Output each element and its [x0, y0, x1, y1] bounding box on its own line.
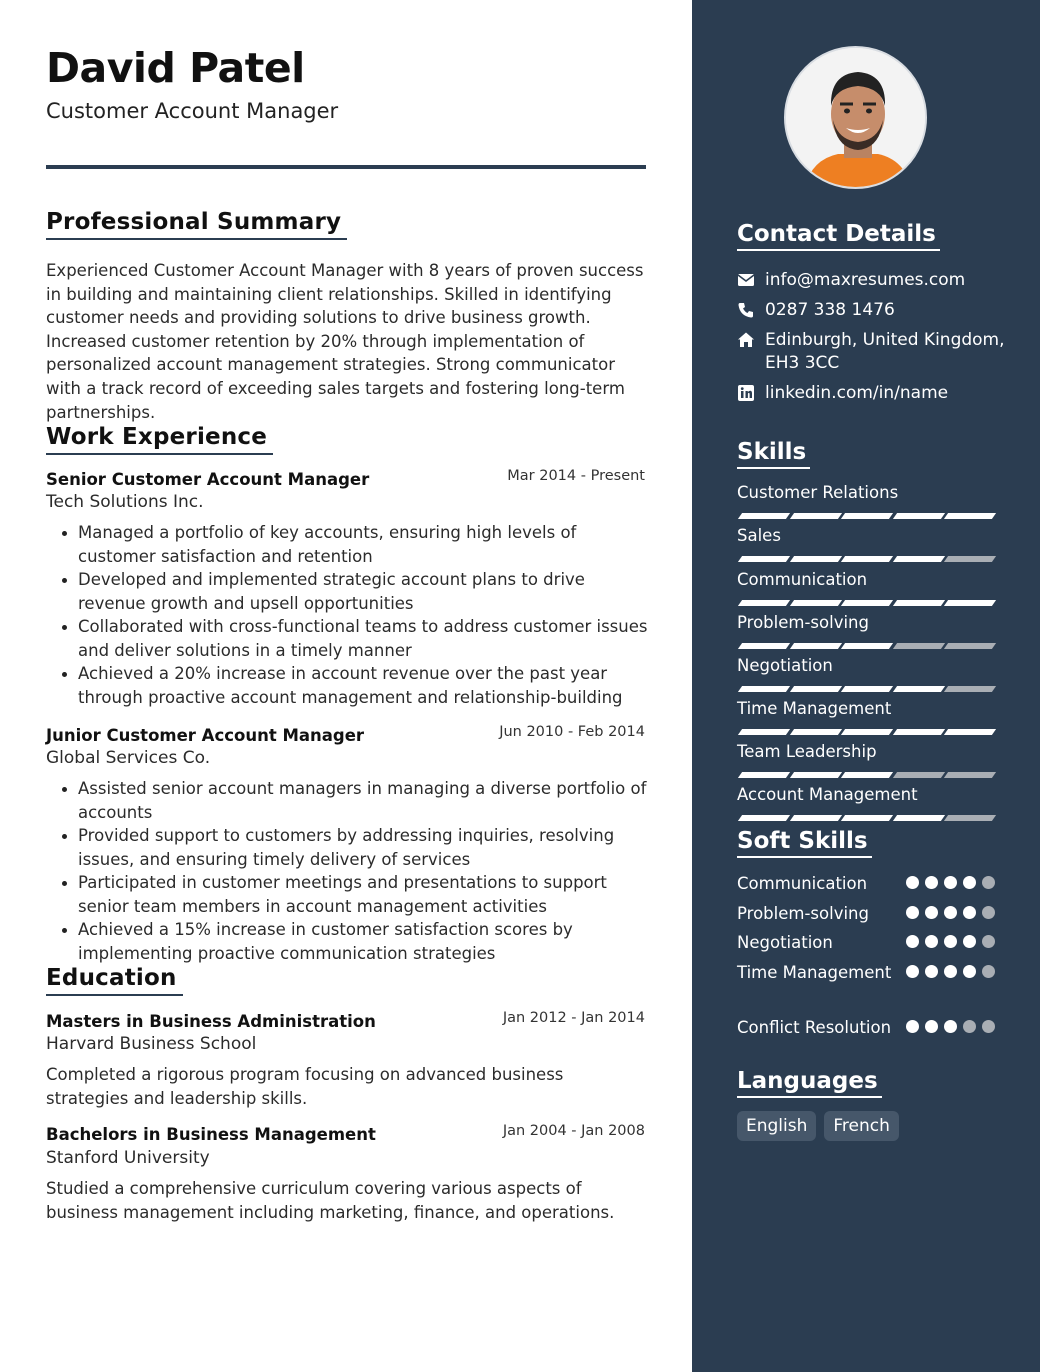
skill-level-bar: [737, 686, 993, 693]
skill-level-bar: [737, 729, 993, 736]
rating-dot: [925, 1020, 938, 1033]
rating-dot: [982, 935, 995, 948]
rating-dot: [906, 965, 919, 978]
rating-dot: [944, 876, 957, 889]
languages-list: [737, 1111, 899, 1141]
header-divider: [46, 165, 646, 169]
job-date: Mar 2014 - Present: [507, 468, 645, 484]
skill-label: Problem-solving: [737, 613, 869, 632]
skill-label: Customer Relations: [737, 483, 899, 502]
rating-dot: [906, 906, 919, 919]
rating-dot: [963, 876, 976, 889]
skill-level-segment: [841, 686, 893, 692]
soft-skill-rating: [906, 965, 986, 979]
soft-skills-title: Soft Skills: [737, 828, 872, 858]
degree-date: Jan 2012 - Jan 2014: [502, 1010, 645, 1026]
contact-linkedin[interactable]: [737, 382, 1007, 405]
contact-linkedin-text: linkedin.com/in/name: [765, 383, 949, 403]
skill-level-bar: [737, 600, 993, 607]
skill-level-segment: [738, 729, 790, 735]
experience-title: Work Experience: [46, 424, 273, 455]
degree-title: Bachelors in Business Management: [46, 1125, 376, 1144]
skill-level-segment: [892, 729, 944, 735]
job-bullets: [60, 777, 650, 965]
list-item: Assisted senior account managers in managing a diverse portfolio of accounts: [60, 777, 650, 824]
summary-title: Professional Summary: [46, 209, 347, 240]
skill-level-segment: [841, 815, 893, 821]
skill-level-segment: [789, 772, 841, 778]
degree-date: Jan 2004 - Jan 2008: [502, 1123, 645, 1139]
soft-skill-rating: [906, 876, 986, 890]
list-item: Collaborated with cross-functional teams to address customer issues and deliver solutions in a timely manner: [60, 615, 650, 662]
skill-level-segment: [841, 729, 893, 735]
contact-phone[interactable]: [737, 299, 1007, 322]
contact-email[interactable]: [737, 269, 1007, 292]
skill-level-segment: [944, 686, 996, 692]
skill-level-segment: [738, 815, 790, 821]
list-item: Provided support to customers by addressing inquiries, resolving issues, and ensuring timely delivery of services: [60, 824, 650, 871]
candidate-name: David Patel: [46, 44, 305, 92]
skill-level-bar: [737, 815, 993, 822]
skill-level-segment: [944, 600, 996, 606]
education-title: Education: [46, 965, 183, 996]
skill-label: Communication: [737, 570, 868, 589]
job-company: Tech Solutions Inc.: [46, 492, 204, 512]
skill-level-segment: [841, 772, 893, 778]
skill-level-segment: [892, 686, 944, 692]
skill-level-segment: [738, 772, 790, 778]
phone-icon: [737, 301, 755, 319]
skill-label: Account Management: [737, 785, 918, 804]
mail-icon: [737, 271, 755, 289]
sidebar: [692, 0, 1040, 1372]
skill-level-segment: [789, 513, 841, 519]
soft-skill-label: Time Management: [737, 963, 892, 982]
summary-text: Experienced Customer Account Manager with 8 years of proven success in building and maintaining client relationships. Skilled in identifying customer needs and providing solutions to drive business growth. Increased customer retention by 20% through implementation of personalized account management strategies. Strong communicator with a track record of exceeding sales targets and fostering long-term partnerships.: [46, 261, 644, 422]
job-company: Global Services Co.: [46, 748, 211, 768]
rating-dot: [982, 906, 995, 919]
skill-level-segment: [892, 556, 944, 562]
skill-level-segment: [738, 556, 790, 562]
contact-address-text: Edinburgh, United Kingdom, EH3 3CC: [765, 330, 1005, 373]
job-title: Junior Customer Account Manager: [46, 726, 365, 745]
skill-level-segment: [892, 600, 944, 606]
skill-level-segment: [944, 815, 996, 821]
contact-email-text: info@maxresumes.com: [765, 270, 966, 290]
skill-level-segment: [789, 643, 841, 649]
skill-level-segment: [738, 600, 790, 606]
list-item: Managed a portfolio of key accounts, ensuring high levels of customer satisfaction and retention: [60, 521, 650, 568]
degree-description: Studied a comprehensive curriculum covering various aspects of business management including marketing, finance, and operations.: [46, 1179, 615, 1222]
job-date: Jun 2010 - Feb 2014: [499, 724, 645, 740]
avatar: [786, 48, 927, 189]
degree-date-row: [46, 1123, 645, 1143]
skill-level-bar: [737, 772, 993, 779]
skill-level-bar: [737, 513, 993, 520]
rating-dot: [963, 965, 976, 978]
language-badge: French: [824, 1111, 899, 1141]
contact-title: Contact Details: [737, 221, 940, 251]
skill-level-segment: [841, 513, 893, 519]
rating-dot: [982, 876, 995, 889]
degree-description: Completed a rigorous program focusing on advanced business strategies and leadership skills.: [46, 1065, 564, 1108]
rating-dot: [925, 935, 938, 948]
skill-level-segment: [738, 643, 790, 649]
skills-title: Skills: [737, 439, 810, 469]
contact-address: [737, 329, 1007, 375]
rating-dot: [982, 965, 995, 978]
school-name: Harvard Business School: [46, 1034, 257, 1054]
rating-dot: [944, 1020, 957, 1033]
skill-level-bar: [737, 556, 993, 563]
skill-level-segment: [738, 513, 790, 519]
skill-level-segment: [789, 686, 841, 692]
skill-level-segment: [789, 600, 841, 606]
skill-level-segment: [892, 643, 944, 649]
soft-skill-rating: [906, 906, 986, 920]
list-item: Developed and implemented strategic account plans to drive revenue growth and upsell opportunities: [60, 568, 650, 615]
rating-dot: [925, 876, 938, 889]
skill-level-segment: [944, 643, 996, 649]
rating-dot: [906, 1020, 919, 1033]
language-badge: English: [737, 1111, 816, 1141]
skill-level-segment: [892, 772, 944, 778]
list-item: Participated in customer meetings and presentations to support senior team members in account management activities: [60, 871, 650, 918]
job-date-row: [46, 724, 645, 744]
skill-level-segment: [944, 772, 996, 778]
candidate-role: Customer Account Manager: [46, 99, 339, 123]
job-bullets: [60, 521, 650, 709]
job-date-row: [46, 468, 645, 488]
soft-skill-rating: [906, 935, 986, 949]
list-item: Achieved a 20% increase in account revenue over the past year through proactive account management and relationship-building: [60, 662, 650, 709]
skill-level-segment: [789, 815, 841, 821]
skill-level-segment: [892, 513, 944, 519]
contact-phone-text: 0287 338 1476: [765, 300, 895, 320]
skill-label: Sales: [737, 526, 781, 545]
home-icon: [737, 331, 755, 349]
job-title: Senior Customer Account Manager: [46, 470, 370, 489]
rating-dot: [944, 935, 957, 948]
rating-dot: [925, 965, 938, 978]
degree-title: Masters in Business Administration: [46, 1012, 376, 1031]
soft-skill-label: Negotiation: [737, 933, 833, 952]
rating-dot: [906, 935, 919, 948]
profile-photo: [784, 46, 927, 189]
skill-level-segment: [789, 729, 841, 735]
skill-level-segment: [944, 556, 996, 562]
rating-dot: [963, 906, 976, 919]
rating-dot: [963, 1020, 976, 1033]
rating-dot: [925, 906, 938, 919]
linkedin-icon: [737, 384, 755, 402]
rating-dot: [982, 1020, 995, 1033]
skill-label: Team Leadership: [737, 742, 877, 761]
skill-level-segment: [738, 686, 790, 692]
soft-skill-rating: [906, 1020, 986, 1034]
languages-title: Languages: [737, 1068, 882, 1098]
skill-level-segment: [892, 815, 944, 821]
skill-level-segment: [944, 513, 996, 519]
skill-label: Time Management: [737, 699, 892, 718]
skill-level-segment: [944, 729, 996, 735]
skill-level-bar: [737, 643, 993, 650]
skill-level-segment: [841, 556, 893, 562]
soft-skill-label: Communication: [737, 874, 868, 893]
rating-dot: [944, 965, 957, 978]
skill-level-segment: [789, 556, 841, 562]
degree-date-row: [46, 1010, 645, 1030]
rating-dot: [963, 935, 976, 948]
soft-skill-label: Problem-solving: [737, 904, 869, 923]
soft-skill-label: Conflict Resolution: [737, 1018, 892, 1037]
skill-level-segment: [841, 643, 893, 649]
skill-level-segment: [841, 600, 893, 606]
school-name: Stanford University: [46, 1148, 210, 1168]
rating-dot: [906, 876, 919, 889]
list-item: Achieved a 15% increase in customer satisfaction scores by implementing proactive communication strategies: [60, 918, 650, 965]
skill-label: Negotiation: [737, 656, 833, 675]
rating-dot: [944, 906, 957, 919]
